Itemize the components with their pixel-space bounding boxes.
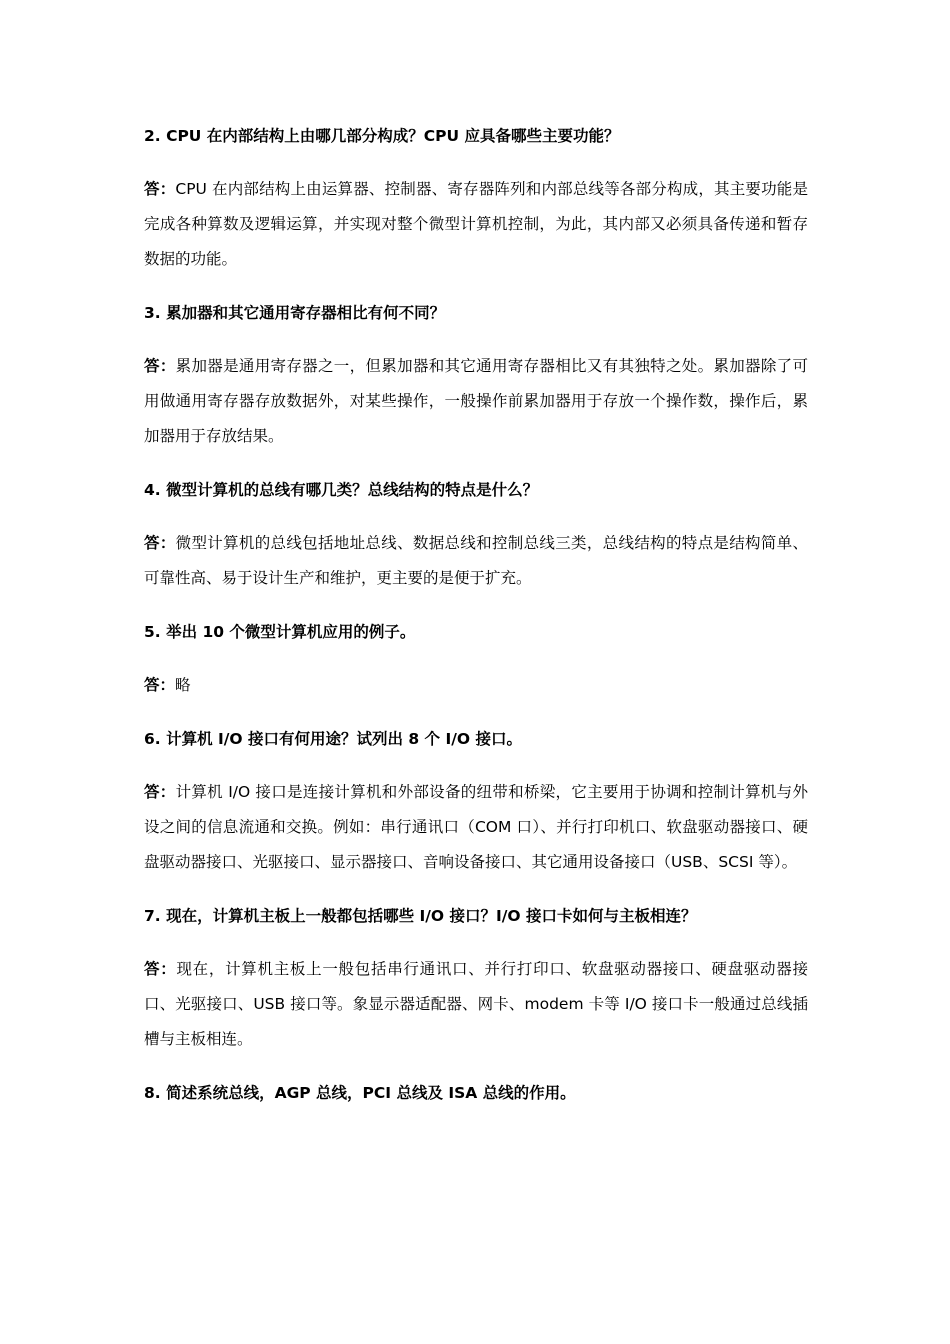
question-8: 8. 简述系统总线，AGP 总线，PCI 总线及 ISA 总线的作用。: [144, 1084, 576, 1102]
answer-text: 累加器是通用寄存器之一，但累加器和其它通用寄存器相比又有其独特之处。累加器除了可用做通用寄存器存放数据外，对某些操作，一般操作前累加器用于存放一个操作数，操作后，累加器用于存放结果。: [144, 357, 808, 445]
answer-label: 答：: [144, 534, 176, 552]
question-5: 5. 举出 10 个微型计算机应用的例子。: [144, 623, 416, 641]
answer-label: 答：: [144, 960, 177, 978]
question-7: 7. 现在，计算机主板上一般都包括哪些 I/O 接口？I/O 接口卡如何与主板相连？: [144, 907, 697, 925]
answer-text: 微型计算机的总线包括地址总线、数据总线和控制总线三类，总线结构的特点是结构简单、可靠性高、易于设计生产和维护，更主要的是便于扩充。: [144, 534, 808, 587]
answer-label: 答：: [144, 180, 176, 198]
answer-text: 略: [175, 676, 191, 694]
answer-2: [144, 172, 808, 277]
answer-text: 计算机 I/O 接口是连接计算机和外部设备的纽带和桥梁，它主要用于协调和控制计算机与外设之间的信息流通和交换。例如：串行通讯口（COM 口）、并行打印机口、软盘驱动器接口、硬盘驱动器接口、光驱接口、显示器接口、音响设备接口、其它通用设备接口（USB、SCSI 等）。: [144, 783, 808, 871]
answer-6: [144, 775, 808, 880]
answer-label: 答：: [144, 357, 176, 375]
answer-3: [144, 349, 808, 454]
answer-text: 现在，计算机主板上一般包括串行通讯口、并行打印口、软盘驱动器接口、硬盘驱动器接口、光驱接口、USB 接口等。象显示器适配器、网卡、modem 卡等 I/O 接口卡一般通过总线插槽与主板相连。: [144, 960, 808, 1048]
answer-label: 答：: [144, 783, 176, 801]
answer-text: CPU 在内部结构上由运算器、控制器、寄存器阵列和内部总线等各部分构成，其主要功能是完成各种算数及逻辑运算，并实现对整个微型计算机控制，为此，其内部又必须具备传递和暂存数据的功能。: [144, 180, 808, 268]
answer-5: [144, 668, 808, 703]
answer-label: 答：: [144, 676, 176, 694]
question-6: 6. 计算机 I/O 接口有何用途？试列出 8 个 I/O 接口。: [144, 730, 522, 748]
question-2: 2. CPU 在内部结构上由哪几部分构成？CPU 应具备哪些主要功能？: [144, 127, 620, 145]
document-page: [144, 118, 808, 1111]
question-3: 3. 累加器和其它通用寄存器相比有何不同？: [144, 304, 446, 322]
answer-7: [144, 952, 808, 1057]
answer-4: [144, 526, 808, 596]
question-4: 4. 微型计算机的总线有哪几类？总线结构的特点是什么？: [144, 481, 539, 499]
